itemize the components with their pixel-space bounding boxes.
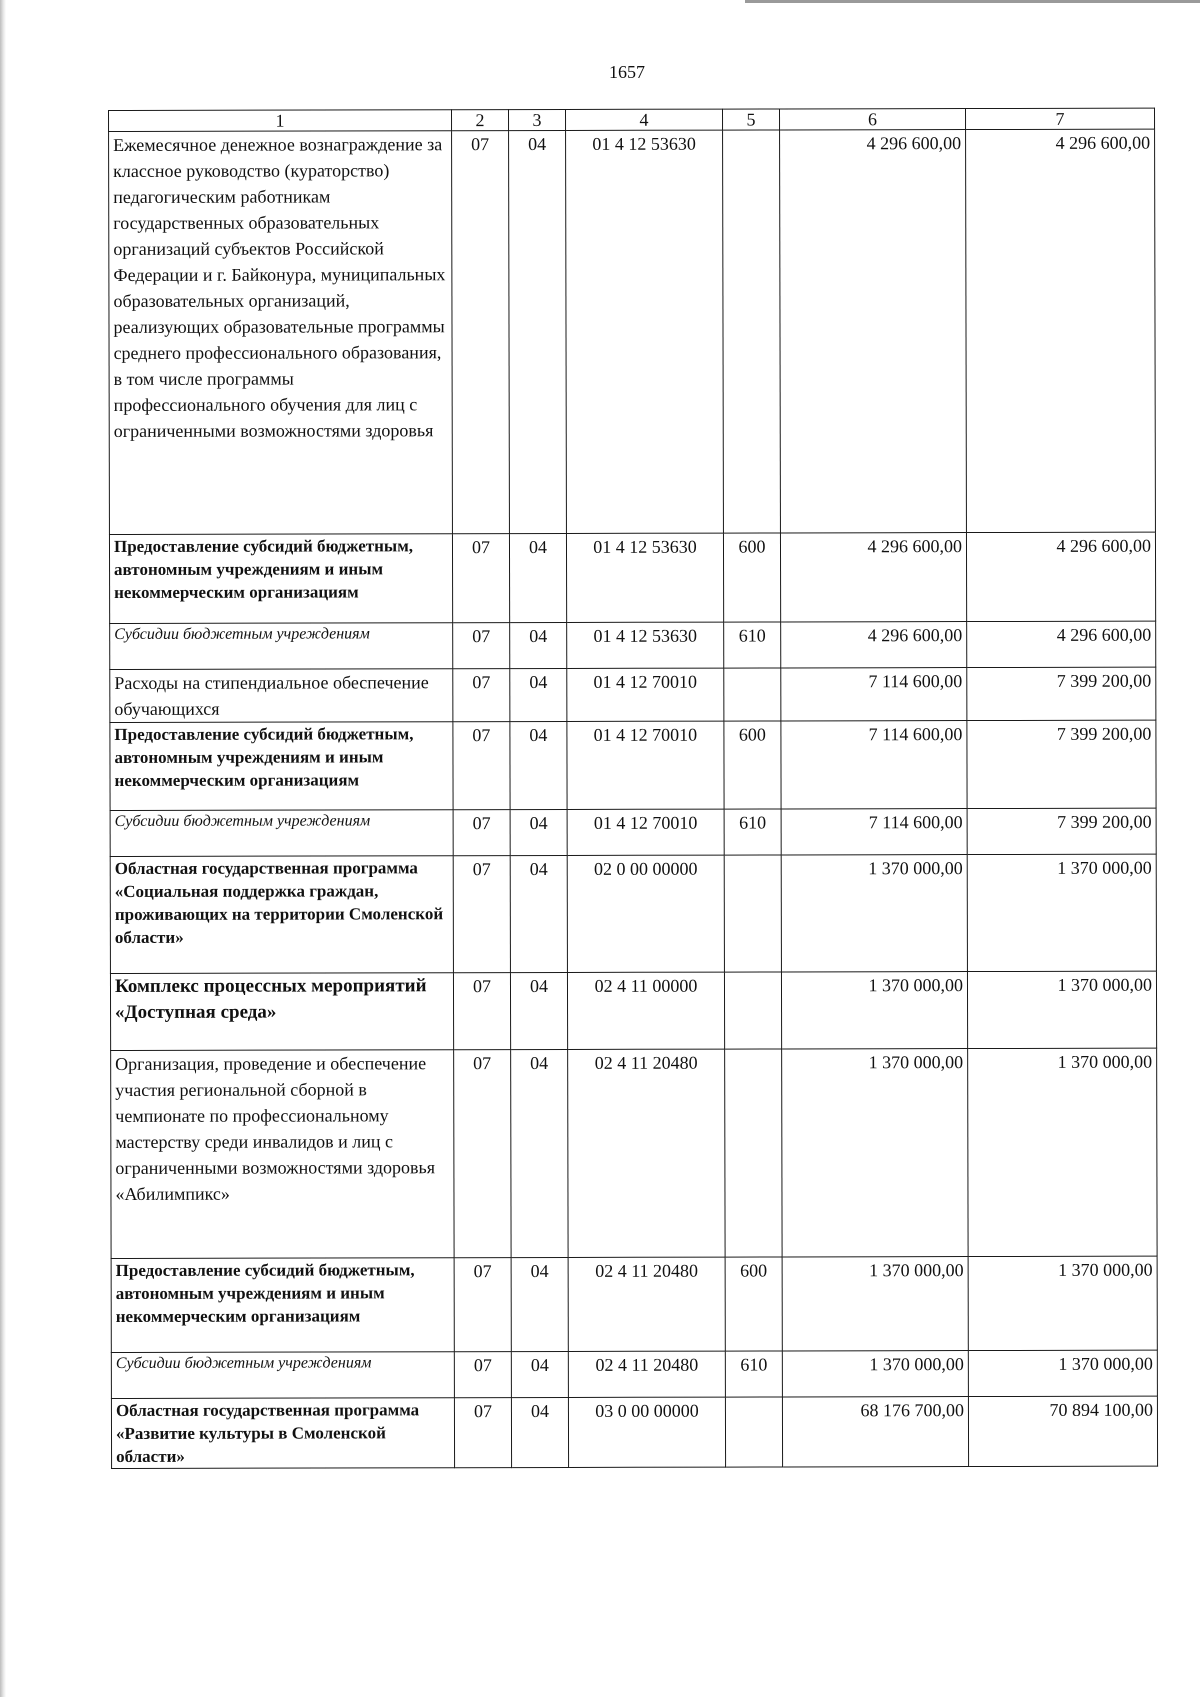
section-code-cell: 07 xyxy=(454,1258,511,1352)
table-row xyxy=(111,1048,1157,1258)
section-code-cell: 07 xyxy=(453,722,510,810)
target-article-cell: 02 4 11 00000 xyxy=(567,972,724,1049)
table-row xyxy=(110,854,1156,973)
amount-year2-cell: 7 399 200,00 xyxy=(967,667,1156,720)
target-article-cell: 02 0 00 00000 xyxy=(567,855,724,972)
header-row xyxy=(109,108,1155,131)
expense-name-cell: Ежемесячное денежное вознаграждение за классное руководство (кураторство) педагогическим работникам государственных образовательных организаций субъектов Российской Федерации и г. Байконура, муниципальных образовательных организаций, реализующих образовательные программы среднего профессионального образования, в том числе программы профессионального обучения для лиц с ограниченными возможностями здоровья xyxy=(109,131,453,535)
amount-year2-cell: 7 399 200,00 xyxy=(967,808,1156,854)
target-article-cell: 01 4 12 70010 xyxy=(567,668,724,721)
expense-name-cell: Предоставление субсидий бюджетным, автономным учреждениям и иным некоммерческим организациям xyxy=(110,722,453,811)
amount-year1-cell: 7 114 600,00 xyxy=(781,809,967,855)
col-header: 2 xyxy=(452,110,509,131)
col-header: 4 xyxy=(565,109,722,130)
expense-name-cell: Субсидии бюджетным учреждениям xyxy=(111,1352,454,1399)
section-code-cell: 07 xyxy=(453,810,510,856)
target-article-cell: 01 4 12 53630 xyxy=(566,130,724,533)
section-code-cell: 07 xyxy=(453,669,510,722)
amount-year1-cell: 1 370 000,00 xyxy=(782,1049,968,1257)
amount-year1-cell: 4 296 600,00 xyxy=(780,130,967,533)
subsection-code-cell: 04 xyxy=(510,972,567,1049)
amount-year1-cell: 4 296 600,00 xyxy=(780,533,966,622)
target-article-cell: 01 4 12 70010 xyxy=(567,721,724,809)
section-code-cell: 07 xyxy=(453,856,510,973)
expense-type-cell: 600 xyxy=(725,1257,782,1351)
expense-type-cell: 610 xyxy=(725,1351,782,1397)
scan-edge-left xyxy=(0,0,6,1697)
expense-type-cell xyxy=(724,855,781,972)
target-article-cell: 01 4 12 53630 xyxy=(566,533,723,622)
expense-name-cell: Субсидии бюджетным учреждениям xyxy=(110,810,453,857)
amount-year2-cell: 4 296 600,00 xyxy=(966,129,1156,532)
section-code-cell: 07 xyxy=(452,534,509,623)
col-header: 6 xyxy=(779,109,965,130)
expense-name-cell: Расходы на стипендиальное обеспечение обучающихся xyxy=(110,669,453,723)
table-body xyxy=(109,129,1158,1468)
amount-year2-cell: 1 370 000,00 xyxy=(968,1256,1157,1350)
section-code-cell: 07 xyxy=(453,623,510,669)
amount-year2-cell: 1 370 000,00 xyxy=(967,971,1156,1048)
target-article-cell: 01 4 12 70010 xyxy=(567,809,724,855)
subsection-code-cell: 04 xyxy=(510,855,567,972)
amount-year1-cell: 1 370 000,00 xyxy=(781,972,967,1049)
amount-year2-cell: 4 296 600,00 xyxy=(966,532,1155,621)
section-code-cell: 07 xyxy=(454,1398,511,1468)
expense-name-cell: Комплекс процессных мероприятий «Доступная среда» xyxy=(110,973,453,1051)
target-article-cell: 02 4 11 20480 xyxy=(568,1049,725,1257)
table-row xyxy=(111,1396,1157,1468)
amount-year2-cell: 1 370 000,00 xyxy=(968,1048,1157,1256)
amount-year2-cell: 7 399 200,00 xyxy=(967,720,1156,808)
col-header: 3 xyxy=(509,109,566,130)
amount-year1-cell: 1 370 000,00 xyxy=(781,855,967,972)
scan-edge-top xyxy=(745,0,1200,3)
subsection-code-cell: 04 xyxy=(510,668,567,721)
expense-name-cell: Субсидии бюджетным учреждениям xyxy=(110,623,453,670)
amount-year1-cell: 1 370 000,00 xyxy=(782,1351,968,1397)
subsection-code-cell: 04 xyxy=(510,622,567,668)
expense-type-cell xyxy=(725,1397,782,1467)
col-header: 1 xyxy=(109,110,452,132)
expense-type-cell: 600 xyxy=(724,721,781,809)
table-row xyxy=(110,808,1156,856)
col-header: 5 xyxy=(722,109,779,130)
expense-type-cell: 610 xyxy=(724,809,781,855)
subsection-code-cell: 04 xyxy=(510,809,567,855)
section-code-cell: 07 xyxy=(454,1352,511,1398)
section-code-cell: 07 xyxy=(453,973,510,1050)
subsection-code-cell: 04 xyxy=(511,1257,568,1351)
page-number: 1657 xyxy=(609,62,645,82)
subsection-code-cell: 04 xyxy=(509,533,566,622)
amount-year2-cell: 70 894 100,00 xyxy=(968,1396,1157,1466)
budget-table xyxy=(108,108,1158,1469)
subsection-code-cell: 04 xyxy=(511,1397,568,1467)
expense-type-cell: 610 xyxy=(724,622,781,668)
table-row xyxy=(109,532,1155,623)
expense-name-cell: Предоставление субсидий бюджетным, автономным учреждениям и иным некоммерческим организациям xyxy=(111,1258,454,1353)
expense-name-cell: Предоставление субсидий бюджетным, автономным учреждениям и иным некоммерческим организациям xyxy=(109,534,452,624)
section-code-cell: 07 xyxy=(454,1050,511,1258)
amount-year1-cell: 68 176 700,00 xyxy=(782,1397,968,1467)
section-code-cell: 07 xyxy=(452,131,510,534)
amount-year1-cell: 4 296 600,00 xyxy=(781,622,967,668)
subsection-code-cell: 04 xyxy=(511,1049,568,1257)
target-article-cell: 03 0 00 00000 xyxy=(568,1397,725,1467)
expense-type-cell xyxy=(724,972,781,1049)
amount-year2-cell: 1 370 000,00 xyxy=(968,1350,1157,1396)
table-row xyxy=(110,621,1156,669)
target-article-cell: 01 4 12 53630 xyxy=(567,622,724,668)
amount-year1-cell: 1 370 000,00 xyxy=(782,1257,968,1351)
table-row xyxy=(110,667,1156,722)
expense-type-cell xyxy=(723,130,781,533)
table-row xyxy=(109,129,1156,534)
table-row xyxy=(111,1350,1157,1398)
target-article-cell: 02 4 11 20480 xyxy=(568,1351,725,1397)
amount-year2-cell: 4 296 600,00 xyxy=(967,621,1156,667)
amount-year1-cell: 7 114 600,00 xyxy=(781,721,967,809)
expense-type-cell xyxy=(724,668,781,721)
expense-name-cell: Областная государственная программа «Развитие культуры в Смоленской области» xyxy=(111,1398,454,1469)
expense-name-cell: Организация, проведение и обеспечение участия региональной сборной в чемпионате по профессиональному мастерству среди инвалидов и лиц с ограниченными возможностями здоровья «Абилимпикс» xyxy=(111,1050,454,1259)
expense-type-cell: 600 xyxy=(723,533,780,622)
subsection-code-cell: 04 xyxy=(511,1351,568,1397)
target-article-cell: 02 4 11 20480 xyxy=(568,1257,725,1351)
col-header: 7 xyxy=(965,108,1154,129)
subsection-code-cell: 04 xyxy=(509,130,567,533)
table-row xyxy=(110,720,1156,810)
subsection-code-cell: 04 xyxy=(510,721,567,809)
amount-year2-cell: 1 370 000,00 xyxy=(967,854,1156,971)
expense-type-cell xyxy=(725,1049,782,1257)
table-row xyxy=(110,971,1156,1050)
amount-year1-cell: 7 114 600,00 xyxy=(781,668,967,721)
table-row xyxy=(111,1256,1157,1352)
expense-name-cell: Областная государственная программа «Социальная поддержка граждан, проживающих на территории Смоленской области» xyxy=(110,856,453,974)
